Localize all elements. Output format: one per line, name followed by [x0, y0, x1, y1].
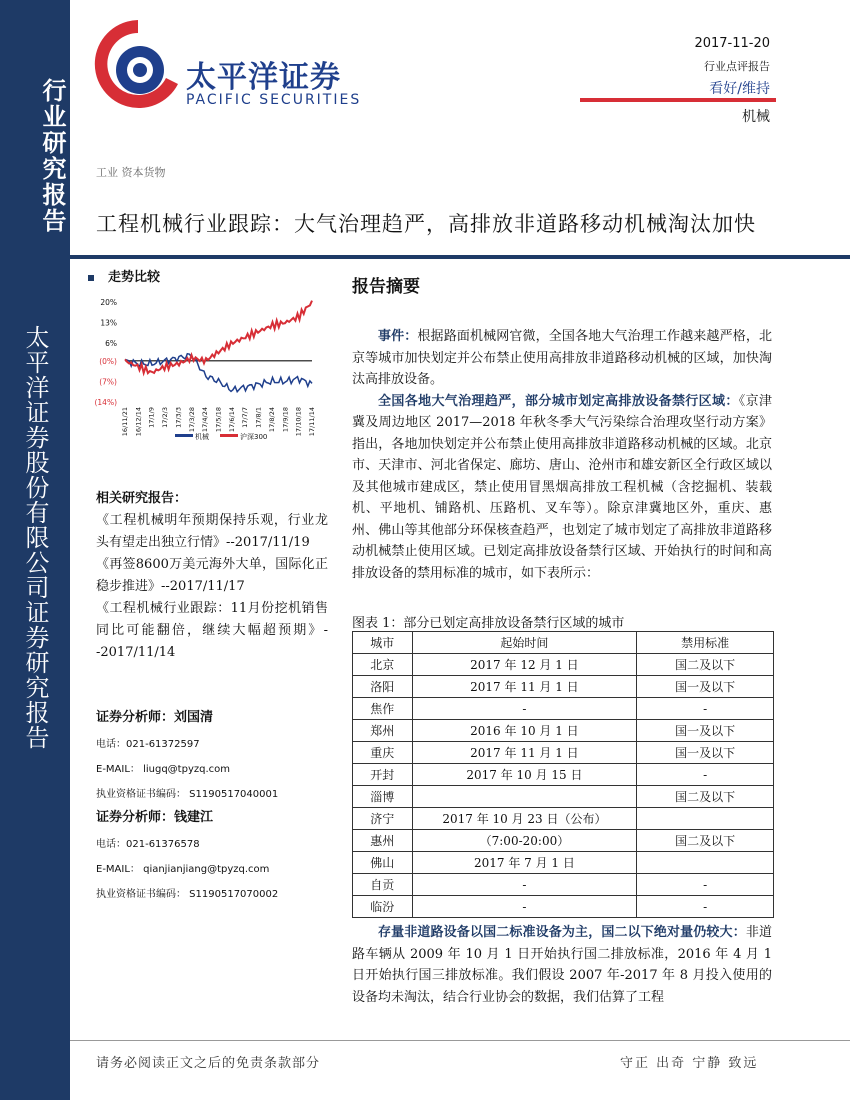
- table-header-cell: 城市: [353, 632, 413, 654]
- x-tick-label: 17/4/24: [201, 407, 210, 433]
- sidebar-report-label: 行业研究报告: [38, 78, 67, 234]
- para-text: 《京津冀及周边地区 2017—2018 年秋冬季大气污染综合治理攻坚行动方案》指出，各地加快划定并公布禁止使用高排放非道路移动机械的区域。北京市、天津市、河北省保定、廊坊、唐山、沧州市和雄安新区全行政区域以及其他城市建成区，禁止使用冒黑烟高排放工程机械（含挖掘机、装载机、平地机、铺路机、压路机、叉车等）。除京津冀地区外，重庆、惠州、佛山等其他部分环保核查趋严，也划定了城市划定了高排放非道路移动机械禁止使用区域。已划定高排放设备禁行区域、开始执行的时间和高排放设备的禁用标准的城市，如下表所示：: [352, 393, 772, 581]
- trend-chart: [80, 292, 320, 452]
- legend-swatch: [220, 434, 238, 437]
- analyst-phone: 电话：021-61376578: [96, 839, 200, 850]
- related-item[interactable]: 《工程机械行业跟踪：11月份挖机销售同比可能翻倍，继续大幅超预期》--2017/11/14: [96, 601, 328, 660]
- para-text: 非道路车辆从 2009 年 10 月 1 日开始执行国二排放标准，2016 年 4 月 1 日开始执行国三排放标准。我们假设 2007 年-2017 年 8 月投入使用的设备均未淘汰，结合行业协会的数据，我们估算了工程: [352, 925, 772, 1005]
- analyst-phone: 电话：021-61372597: [96, 739, 200, 750]
- analyst-email[interactable]: E-MAIL： qianjianjiang@tpyzq.com: [96, 864, 270, 875]
- title-divider: [70, 255, 850, 259]
- logo-text-en: PACIFIC SECURITIES: [186, 92, 362, 108]
- table-row: [353, 830, 774, 852]
- table-cell: 临汾: [353, 896, 413, 918]
- analyst-cert: 执业资格证书编码： S1190517070002: [96, 889, 279, 900]
- rating-label: 看好/维持: [709, 81, 770, 97]
- summary-body-2: [352, 922, 772, 1008]
- x-tick-label: 17/1/9: [147, 407, 156, 428]
- table-row: [353, 786, 774, 808]
- table-cell: 2017 年 12 月 1 日: [412, 654, 637, 676]
- related-item[interactable]: 《工程机械明年预期保持乐观，行业龙头有望走出独立行情》--2017/11/19: [96, 513, 328, 550]
- trend-heading: [88, 266, 160, 285]
- table-cell: -: [637, 764, 774, 786]
- x-tick-label: 17/6/14: [227, 407, 236, 433]
- table-cell: 国一及以下: [637, 742, 774, 764]
- table-row: [353, 874, 774, 896]
- table-cell: -: [412, 698, 637, 720]
- table-cell: 国一及以下: [637, 676, 774, 698]
- table-cell: -: [412, 896, 637, 918]
- table-cell: 洛阳: [353, 676, 413, 698]
- table-row: [353, 720, 774, 742]
- legend-label: 沪深300: [240, 433, 268, 441]
- table-cell: （7:00-20:00）: [412, 830, 637, 852]
- y-tick-label: 6%: [105, 339, 117, 349]
- page-title: 工程机械行业跟踪：大气治理趋严，高排放非道路移动机械淘汰加快: [96, 212, 756, 236]
- analyst-name: 证券分析师：刘国清: [96, 710, 214, 725]
- table-cell: 2017 年 11 月 1 日: [412, 742, 637, 764]
- table-row: [353, 698, 774, 720]
- lead-event: 事件：: [378, 329, 418, 344]
- table-cell: 2017 年 10 月 23 日（公布）: [412, 808, 637, 830]
- x-tick-label: 16/11/21: [121, 407, 129, 437]
- table-cell: -: [637, 874, 774, 896]
- footer-motto: 守正 出奇 宁静 致远: [620, 1056, 759, 1071]
- x-tick-label: 16/12/14: [134, 407, 143, 437]
- summary-heading: 报告摘要: [352, 277, 420, 297]
- table-cell: [412, 786, 637, 808]
- lead-zones: 全国各地大气治理趋严，部分城市划定高排放设备禁行区域：: [378, 393, 739, 409]
- table-row: [353, 764, 774, 786]
- summary-body: [352, 326, 772, 584]
- analyst-card: [96, 806, 278, 900]
- table-cell: 2017 年 7 月 1 日: [412, 852, 637, 874]
- series-line: [125, 301, 312, 374]
- table-cell: 佛山: [353, 852, 413, 874]
- report-type: 行业点评报告: [704, 60, 770, 73]
- x-tick-label: 17/3/3: [174, 407, 183, 428]
- y-tick-label: (14%): [94, 398, 117, 407]
- table-cell: -: [412, 874, 637, 896]
- sidebar: [0, 0, 70, 1100]
- table-header-cell: 禁用标准: [637, 632, 774, 654]
- figure-caption: 图表 1：部分已划定高排放设备禁行区域的城市: [352, 616, 625, 631]
- table-header-cell: 起始时间: [412, 632, 637, 654]
- bullet-square-icon: [88, 275, 94, 281]
- analyst-name: 证券分析师：钱建江: [96, 810, 214, 825]
- report-date: 2017-11-20: [694, 36, 770, 51]
- y-tick-label: (0%): [99, 356, 117, 366]
- paragraph-zones: [352, 391, 772, 585]
- table-cell: 国二及以下: [637, 786, 774, 808]
- table-row: [353, 896, 774, 918]
- related-item[interactable]: 《再签8600万美元海外大单，国际化正稳步推进》--2017/11/17: [96, 557, 328, 594]
- table-cell: 惠州: [353, 830, 413, 852]
- analyst-cert: 执业资格证书编码： S1190517040001: [96, 789, 279, 800]
- lead-stock: 存量非道路设备以国二标准设备为主，国二以下绝对量仍较大：: [378, 925, 746, 940]
- table-row: [353, 852, 774, 874]
- legend-swatch: [175, 434, 193, 437]
- related-heading: 相关研究报告：: [96, 491, 188, 506]
- legend-label: 机械: [195, 433, 209, 441]
- cities-table: [352, 631, 774, 918]
- table-cell: 郑州: [353, 720, 413, 742]
- table-cell: 自贡: [353, 874, 413, 896]
- pacific-logo-icon: [88, 14, 188, 114]
- table-cell: 济宁: [353, 808, 413, 830]
- header-accent-bar: [580, 98, 776, 102]
- footer-divider: [70, 1040, 850, 1041]
- table-cell: 重庆: [353, 742, 413, 764]
- x-tick-label: 17/10/18: [294, 407, 303, 437]
- table-row: [353, 654, 774, 676]
- x-tick-label: 17/3/28: [187, 407, 196, 433]
- table-cell: 国一及以下: [637, 720, 774, 742]
- para-text: 根据路面机械网官微，全国各地大气治理工作越来越严格，北京等城市加快划定并公布禁止使用高排放非道路移动机械的区域，加快淘汰高排放设备。: [352, 329, 772, 387]
- table-cell: [637, 808, 774, 830]
- trend-heading-text: 走势比较: [108, 270, 161, 285]
- table-cell: -: [637, 896, 774, 918]
- table-cell: 国二及以下: [637, 830, 774, 852]
- analyst-card: [96, 706, 278, 800]
- table-cell: 2017 年 10 月 15 日: [412, 764, 637, 786]
- table-cell: 2016 年 10 月 1 日: [412, 720, 637, 742]
- related-list: [96, 510, 328, 664]
- table-cell: 淄博: [353, 786, 413, 808]
- y-tick-label: (7%): [99, 377, 117, 387]
- table-cell: -: [637, 698, 774, 720]
- sidebar-company-label: 太平洋证券股份有限公司证券研究报告: [21, 325, 49, 750]
- sector-label: 机械: [742, 109, 770, 125]
- x-tick-label: 17/8/24: [267, 407, 276, 433]
- x-tick-label: 17/7/7: [241, 407, 250, 428]
- analyst-email[interactable]: E-MAIL： liugq@tpyzq.com: [96, 764, 231, 775]
- breadcrumb: 工业 资本货物: [96, 166, 166, 179]
- y-tick-label: 20%: [100, 298, 117, 307]
- paragraph-event: [352, 326, 772, 391]
- table-row: [353, 808, 774, 830]
- x-tick-label: 17/11/14: [308, 407, 316, 437]
- table-row: [353, 742, 774, 764]
- logo-text-cn: 太平洋证券: [186, 60, 341, 95]
- x-tick-label: 17/8/1: [254, 407, 263, 428]
- table-cell: [637, 852, 774, 874]
- table-row: [353, 676, 774, 698]
- x-tick-label: 17/2/3: [161, 407, 170, 428]
- table-cell: 2017 年 11 月 1 日: [412, 676, 637, 698]
- x-tick-label: 17/5/18: [214, 407, 223, 433]
- x-tick-label: 17/9/18: [281, 407, 290, 433]
- paragraph-stock: [352, 922, 772, 1008]
- table-cell: 北京: [353, 654, 413, 676]
- y-tick-label: 13%: [100, 318, 117, 328]
- table-cell: 开封: [353, 764, 413, 786]
- table-cell: 焦作: [353, 698, 413, 720]
- footer-disclaimer: 请务必阅读正文之后的免责条款部分: [96, 1056, 321, 1071]
- table-header-row: [353, 632, 774, 654]
- table-cell: 国二及以下: [637, 654, 774, 676]
